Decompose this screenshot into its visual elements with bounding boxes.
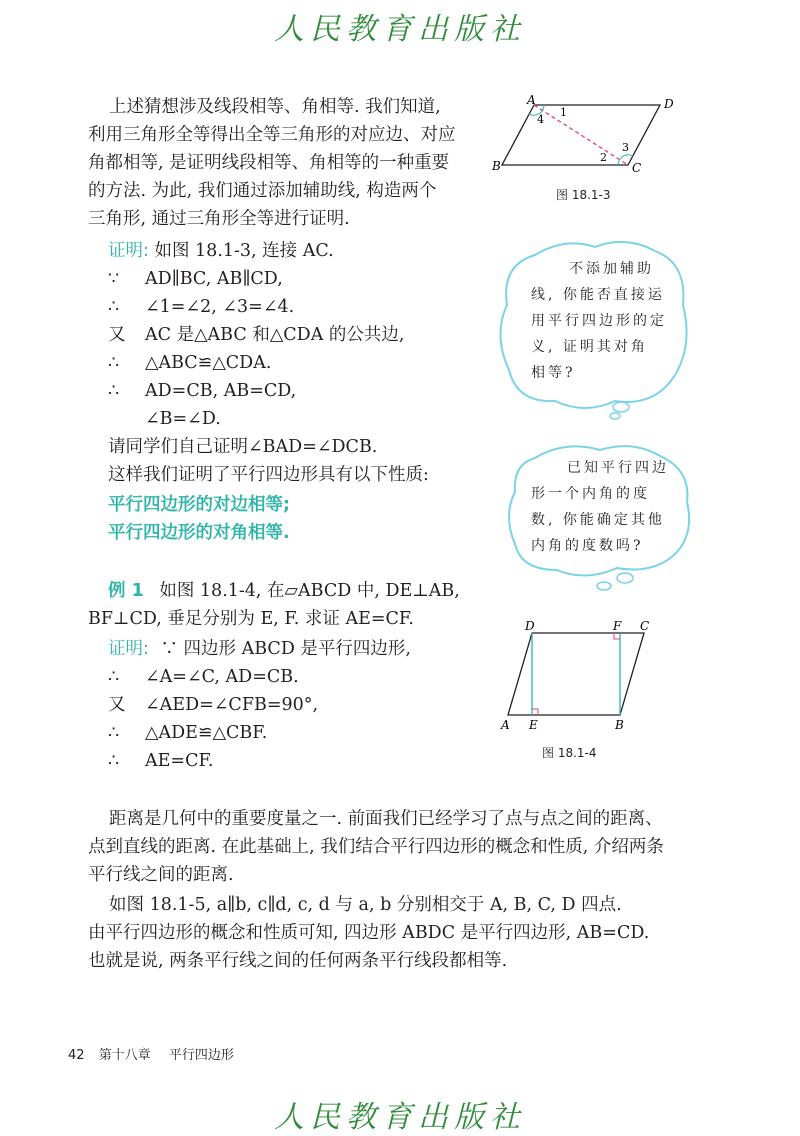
proof-step-text: △ABC≌△CDA. (145, 353, 272, 373)
proof-step-symbol: ∵ (108, 269, 120, 289)
vertex-label: D (525, 619, 535, 633)
right-angle-mark (532, 709, 538, 715)
bubble-text-line: 已知平行四边 (567, 460, 669, 476)
vertex-label: A (501, 718, 510, 732)
vertex-label: E (529, 718, 538, 732)
proof-step-text: ∠A=∠C, AD=CB. (145, 667, 299, 687)
angle-label: 1 (560, 106, 567, 119)
angle-mark (618, 160, 620, 165)
text-line: 的方法. 为此, 我们通过添加辅助线, 构造两个 (88, 181, 437, 201)
proof-step-text: ∠B=∠D. (145, 409, 221, 429)
bubble-text-line: 用平行四边形的定 (531, 313, 667, 329)
example-label: 例 1 (108, 581, 144, 601)
proof-label: 证明: (108, 639, 149, 659)
publisher-logo-footer: 人民教育出版社 (274, 1100, 526, 1135)
vertex-label: A (527, 93, 536, 107)
figure-caption: 图 18.1-3 (556, 188, 611, 202)
proof-step-symbol: ∴ (108, 751, 120, 771)
vertex-label: B (492, 159, 501, 173)
vertex-label: B (615, 718, 624, 732)
proof-step-symbol: ∴ (108, 667, 120, 687)
angle-mark (542, 105, 544, 110)
bubble-text-line: 内角的度数吗? (531, 538, 644, 554)
proof-step-text: ∠1=∠2, ∠3=∠4. (145, 297, 295, 317)
vertex-label: D (664, 97, 674, 111)
text-line: 由平行四边形的概念和性质可知, 四边形 ABDC 是平行四边形, AB=CD. (88, 923, 650, 943)
text-line: 三角形, 通过三角形全等进行证明. (88, 209, 350, 229)
proof-step-text: AE=CF. (145, 751, 214, 771)
parallelogram-abcd (502, 105, 660, 165)
angle-label: 4 (537, 113, 544, 126)
page-footer (68, 1044, 234, 1063)
proof-step-text: △ADE≌△CBF. (145, 723, 268, 743)
publisher-logo-header: 人民教育出版社 (274, 12, 526, 47)
conclusion-text: 这样我们证明了平行四边形具有以下性质: (108, 465, 429, 485)
text-line: 上述猜想涉及线段相等、角相等. 我们知道, (109, 97, 441, 117)
chapter-number: 第十八章 (98, 1048, 151, 1063)
parallelogram-abcd (508, 633, 644, 715)
vertex-label: C (640, 619, 650, 633)
text-line: 如图 18.1-5, a∥b, c∥d, c, d 与 a, b 分别相交于 A, B, C, D 四点. (109, 895, 622, 915)
proof-label: 证明: (108, 241, 149, 261)
proof-step-text: AC 是△ABC 和△CDA 的公共边, (145, 325, 405, 345)
exercise-text: 请同学们自己证明∠BAD=∠DCB. (108, 437, 378, 457)
text-line: 也就是说, 两条平行线之间的任何两条平行线段都相等. (88, 951, 508, 971)
text-line: 利用三角形全等得出全等三角形的对应边、对应 (88, 125, 456, 145)
figure-parallelogram-heights (495, 616, 675, 736)
angle-label: 3 (622, 141, 629, 154)
property-opposite-angles: 平行四边形的对角相等. (108, 523, 290, 543)
chapter-title: 平行四边形 (168, 1048, 234, 1063)
page-number: 42 (68, 1048, 85, 1063)
example-text: BF⊥CD, 垂足分别为 E, F. 求证 AE=CF. (88, 609, 414, 629)
proof-step-symbol: ∴ (108, 381, 120, 401)
text-line: 平行线之间的距离. (88, 865, 234, 885)
angle-label: 2 (600, 151, 607, 164)
text-line: 角都相等, 是证明线段相等、角相等的一种重要 (88, 153, 450, 173)
figure-caption: 图 18.1-4 (542, 746, 597, 760)
example-text: 如图 18.1-4, 在▱ABCD 中, DE⊥AB, (159, 581, 460, 601)
property-opposite-sides: 平行四边形的对边相等; (108, 495, 290, 515)
proof-step-symbol: 又 (108, 695, 126, 715)
proof-step-symbol: ∴ (108, 723, 120, 743)
diagonal-ac (534, 105, 628, 165)
vertex-label: F (613, 619, 622, 633)
text-line: 点到直线的距离. 在此基础上, 我们结合平行四边形的概念和性质, 介绍两条 (88, 837, 664, 857)
proof-step-text: AD=CB, AB=CD, (145, 381, 297, 401)
right-angle-mark (614, 633, 620, 639)
proof-first-line: ∵ 四边形 ABCD 是平行四边形, (160, 639, 411, 659)
bubble-text-line: 相等? (531, 365, 576, 381)
proof-step-text: ∠AED=∠CFB=90°, (145, 695, 319, 715)
text-line: 距离是几何中的重要度量之一. 前面我们已经学习了点与点之间的距离、 (109, 809, 663, 829)
proof-step-symbol: ∴ (108, 353, 120, 373)
bubble-text-line: 形一个内角的度 (531, 486, 650, 502)
vertex-label: C (632, 161, 642, 175)
proof-step-symbol: ∴ (108, 297, 120, 317)
bubble-tail-dots (596, 578, 626, 604)
bubble-text-line: 数, 你能确定其他 (531, 512, 665, 528)
proof-step-text: AD∥BC, AB∥CD, (145, 269, 283, 289)
bubble-text-line: 不添加辅助 (569, 261, 654, 277)
bubble-text-line: 线, 你能否直接运 (531, 287, 665, 303)
proof-step-symbol: 又 (108, 325, 126, 345)
figure-parallelogram-diagonal (490, 92, 690, 182)
proof-first-line: 如图 18.1-3, 连接 AC. (154, 241, 334, 261)
bubble-text-line: 义, 证明其对角 (531, 339, 648, 355)
